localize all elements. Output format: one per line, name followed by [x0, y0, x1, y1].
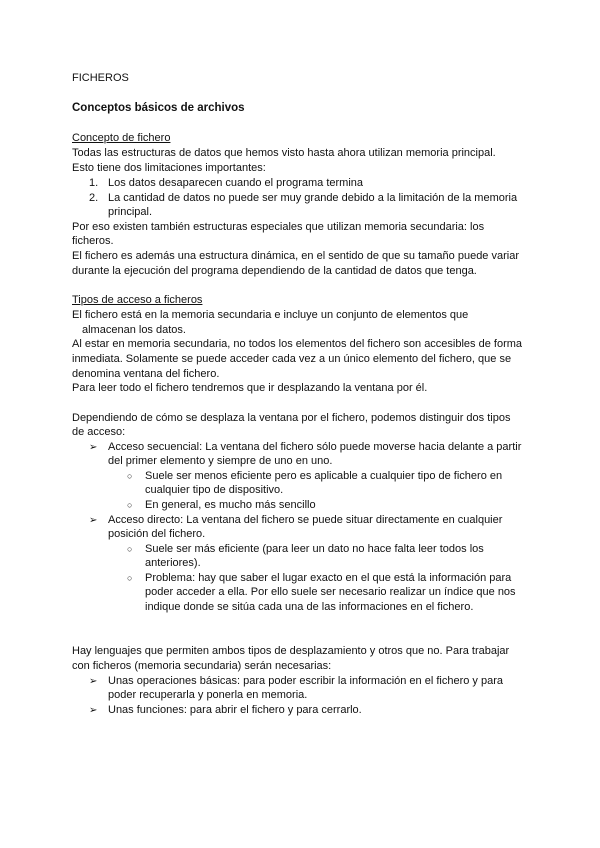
- circle-bullet-icon: ○: [127, 573, 133, 583]
- paragraph: con ficheros (memoria secundaria) serán necesarias:: [72, 660, 332, 672]
- sub-item-cont: indique donde se sitúa cada una de las informaciones en el fichero.: [145, 601, 474, 613]
- paragraph: Para leer todo el fichero tendremos que ir desplazando la ventana por él.: [72, 382, 428, 394]
- list-item-cont: del primer elemento y siempre de uno en uno.: [108, 455, 333, 467]
- paragraph: Todas las estructuras de datos que hemos visto hasta ahora utilizan memoria principal.: [72, 147, 496, 159]
- paragraph: Esto tiene dos limitaciones importantes:: [72, 162, 266, 174]
- paragraph: Hay lenguajes que permiten ambos tipos de desplazamiento y otros que no. Para trabajar: [72, 645, 510, 657]
- list-item: Unas operaciones básicas: para poder escribir la información en el fichero y para: [108, 675, 503, 687]
- list-item: Unas funciones: para abrir el fichero y para cerrarlo.: [108, 704, 362, 716]
- list-item: Acceso secuencial: La ventana del fichero sólo puede moverse hacia delante a partir: [108, 441, 522, 453]
- arrow-bullet-icon: ➢: [89, 705, 98, 716]
- list-item-cont: poder recuperarla y ponerla en memoria.: [108, 689, 308, 701]
- circle-bullet-icon: ○: [127, 500, 133, 510]
- paragraph: Por eso existen también estructuras especiales que utilizan memoria secundaria: los: [72, 221, 485, 233]
- sub-item-cont: poder acceder a ella. Por ello suele ser necesario realizar un índice que nos: [145, 586, 516, 598]
- circle-bullet-icon: ○: [127, 544, 133, 554]
- concepto-subtitle: Concepto de fichero: [72, 132, 171, 144]
- sub-item: Suele ser más eficiente (para leer un dato no hace falta leer todos los: [145, 543, 484, 555]
- paragraph: de acceso:: [72, 426, 126, 438]
- paragraph: durante la ejecución del programa dependiendo de la cantidad de datos que tenga.: [72, 265, 477, 277]
- paragraph: Dependiendo de cómo se desplaza la ventana por el fichero, podemos distinguir dos tipos: [72, 412, 511, 424]
- arrow-bullet-icon: ➢: [89, 515, 98, 526]
- sub-item-cont: cualquier tipo de dispositivo.: [145, 484, 284, 496]
- sub-item: Problema: hay que saber el lugar exacto en el que está la información para: [145, 572, 512, 584]
- paragraph: almacenan los datos.: [82, 324, 186, 336]
- sub-item: Suele ser menos eficiente pero es aplicable a cualquier tipo de fichero en: [145, 470, 503, 482]
- tipos-subtitle: Tipos de acceso a ficheros: [72, 294, 203, 306]
- paragraph: El fichero está en la memoria secundaria e incluye un conjunto de elementos que: [72, 309, 469, 321]
- paragraph: inmediata. Solamente se puede acceder cada vez a un único elemento del fichero, que se: [72, 353, 512, 365]
- circle-bullet-icon: ○: [127, 471, 133, 481]
- list-marker: 2.: [89, 192, 99, 204]
- list-item: Acceso directo: La ventana del fichero se puede situar directamente en cualquier: [108, 514, 503, 526]
- list-item: La cantidad de datos no puede ser muy grande debido a la limitación de la memoria: [108, 192, 518, 204]
- sub-item-cont: anteriores).: [145, 557, 201, 569]
- paragraph: denomina ventana del fichero.: [72, 368, 220, 380]
- document-title: FICHEROS: [72, 72, 129, 84]
- sub-item: En general, es mucho más sencillo: [145, 499, 316, 511]
- list-item-cont: posición del fichero.: [108, 528, 206, 540]
- section-heading: Conceptos básicos de archivos: [72, 102, 245, 114]
- list-item: Los datos desaparecen cuando el programa termina: [108, 177, 363, 189]
- paragraph: Al estar en memoria secundaria, no todos los elementos del fichero son accesibles de forma: [72, 338, 523, 350]
- paragraph: ficheros.: [72, 235, 114, 247]
- arrow-bullet-icon: ➢: [89, 442, 98, 453]
- paragraph: El fichero es además una estructura dinámica, en el sentido de que su tamaño puede variar: [72, 250, 519, 262]
- arrow-bullet-icon: ➢: [89, 676, 98, 687]
- list-item-cont: principal.: [108, 206, 153, 218]
- list-marker: 1.: [89, 177, 99, 189]
